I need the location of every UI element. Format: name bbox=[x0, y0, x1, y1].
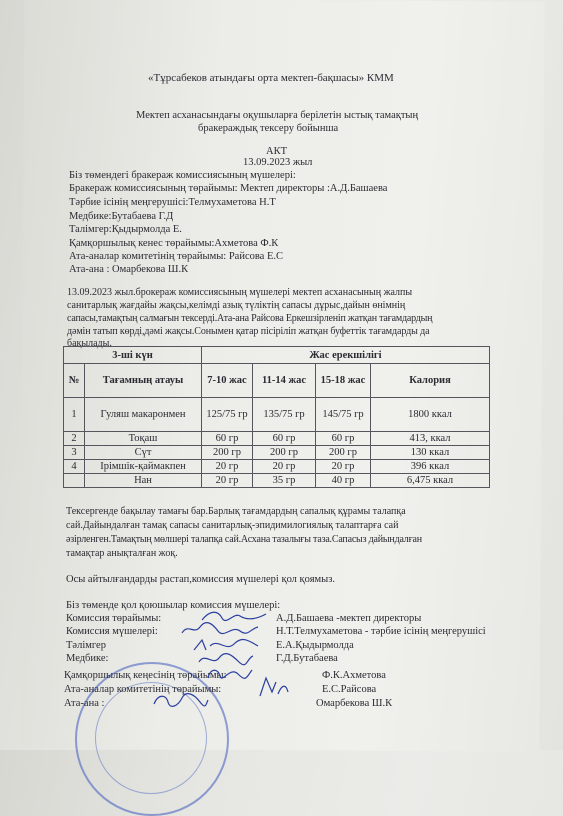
signer-name: Омарбекова Ш.К bbox=[316, 698, 393, 709]
signer-role: Қамқоршылық кеңесінің төрайымы: bbox=[64, 670, 227, 681]
conclusion-line: Тексергенде бақылау тамағы бар.Барлық тағамдардың сапалық құрамы талапқа bbox=[66, 506, 406, 517]
signature-parents-committee bbox=[256, 674, 290, 700]
commission-line: Тәрбие ісінің меңгерушісі:Телмухаметова Н.Т bbox=[69, 197, 276, 208]
cell-age-c: 200 гр bbox=[316, 446, 371, 460]
cell-age-c: 20 гр bbox=[316, 460, 371, 474]
subtitle-line-1: Мектеп асханасындағы оқушыларға берілетін ыстық тамақтың bbox=[136, 110, 419, 121]
commission-line: Ата-ана : Омарбекова Ш.К bbox=[69, 264, 189, 275]
commission-line: Медбике:Бутабаева Г.Д bbox=[69, 211, 174, 222]
cell-age-a: 125/75 гр bbox=[202, 398, 253, 432]
cell-calorie: 6,475 ккал bbox=[371, 474, 490, 488]
paragraph-line: санитарлық жағдайы жақсы,келімді азық түліктің сапасы дұрыс,дайын өнімнің bbox=[67, 300, 406, 311]
cell-age-b: 35 гр bbox=[253, 474, 316, 488]
signer-role: Комиссия мүшелері: bbox=[66, 626, 158, 637]
commission-line: Ата-аналар комитетінің төрайымы: Райсова Е.С bbox=[69, 251, 283, 262]
table-row bbox=[64, 460, 490, 474]
table-row bbox=[64, 398, 490, 432]
cell-name: Сүт bbox=[85, 446, 202, 460]
cell-name: Нан bbox=[85, 474, 202, 488]
cell-name: Тоқаш bbox=[85, 432, 202, 446]
commission-line: Қамқоршылық кенес төрайымы:Ахметова Ф.К bbox=[69, 238, 279, 249]
signers-intro: Біз төменде қол қоюшылар комиссия мүшелері: bbox=[66, 600, 281, 611]
col-calorie-header: Калория bbox=[371, 364, 490, 398]
cell-age-a: 200 гр bbox=[202, 446, 253, 460]
signer-name: А.Д.Башаева -мектеп директоры bbox=[276, 613, 422, 624]
commission-line: Талімгер:Қыдырмолда Е. bbox=[69, 224, 182, 235]
cell-age-a: 20 гр bbox=[202, 474, 253, 488]
day-header: 3-ші күн bbox=[64, 347, 202, 364]
signer-role: Ата-ана : bbox=[64, 698, 105, 709]
signer-role: Ата-аналар комитетінің төрайымы: bbox=[64, 684, 222, 695]
signature-parent bbox=[150, 690, 210, 710]
signer-name: Н.Т.Телмухаметова - тәрбие ісінің меңгерушісі bbox=[276, 626, 486, 637]
menu-table bbox=[63, 346, 490, 488]
subtitle-line-2: бракераждық тексеру бойынша bbox=[198, 123, 339, 134]
signer-role: Комиссия төрайымы: bbox=[66, 613, 162, 624]
conclusion-line: тамақтар анықталған жоқ. bbox=[66, 548, 178, 559]
commission-intro: Біз төмендегі бракераж комиссиясының мүшелері: bbox=[69, 170, 296, 181]
cell-no: 4 bbox=[64, 460, 85, 474]
cell-age-c: 40 гр bbox=[316, 474, 371, 488]
commission-line: Бракераж комиссиясының төрайымы: Мектеп директоры :А.Д.Башаева bbox=[69, 183, 388, 194]
table-row bbox=[64, 474, 490, 488]
cell-age-b: 60 гр bbox=[253, 432, 316, 446]
conclusion-line: әзірленген.Тамақтың мөлшері талапқа сай.Асхана тазалығы таза.Сапасыз дайындалған bbox=[66, 534, 422, 545]
col-age-11-14-header: 11-14 жас bbox=[253, 364, 316, 398]
col-no-header: № bbox=[64, 364, 85, 398]
cell-calorie: 130 ккал bbox=[371, 446, 490, 460]
conclusion-line: сай.Дайындалған тамақ сапасы санитарлық-эпидимилогиялық талаптарға сай bbox=[66, 520, 399, 531]
cell-calorie: 1800 ккал bbox=[371, 398, 490, 432]
signer-name: Е.А.Қыдырмолда bbox=[276, 640, 354, 651]
cell-age-a: 60 гр bbox=[202, 432, 253, 446]
act-date: 13.09.2023 жыл bbox=[243, 157, 313, 168]
table-row bbox=[64, 446, 490, 460]
signature-council bbox=[204, 664, 254, 682]
cell-age-c: 145/75 гр bbox=[316, 398, 371, 432]
cell-age-b: 135/75 гр bbox=[253, 398, 316, 432]
paragraph-line: 13.09.2023 жыл.брокераж комиссиясының мүшелері мектеп асханасының жалпы bbox=[67, 287, 413, 298]
table-row bbox=[64, 432, 490, 446]
col-age-7-10-header: 7-10 жас bbox=[202, 364, 253, 398]
signer-name: Ф.К.Ахметова bbox=[322, 670, 386, 681]
cell-calorie: 396 ккал bbox=[371, 460, 490, 474]
paragraph-line: сапасы,тамақтың салмағын тексерді.Ата-ана Райсова Еркешзірленіп жатқан тағамдардың bbox=[67, 313, 433, 324]
cell-no: 1 bbox=[64, 398, 85, 432]
confirm-line: Осы айтылғандарды растап,комиссия мүшелері қол қоямыз. bbox=[66, 574, 336, 585]
cell-age-b: 200 гр bbox=[253, 446, 316, 460]
col-name-header: Тағамның атауы bbox=[85, 364, 202, 398]
cell-no bbox=[64, 474, 85, 488]
cell-age-c: 60 гр bbox=[316, 432, 371, 446]
paragraph-line: бақылады. bbox=[67, 338, 112, 349]
paragraph-line: дәмін татып көрді,дәмі жақсы.Сонымен қатар пісіріліп жатқан буфеттік тағамдарды да bbox=[67, 326, 430, 337]
cell-name: Гуляш макаронмен bbox=[85, 398, 202, 432]
cell-calorie: 413, ккал bbox=[371, 432, 490, 446]
col-age-15-18-header: 15-18 жас bbox=[316, 364, 371, 398]
cell-age-a: 20 гр bbox=[202, 460, 253, 474]
age-header: Жас ерекшілігі bbox=[202, 347, 490, 364]
school-name: «Тұрсабеков атындағы орта мектеп-бақшасы» КММ bbox=[148, 72, 394, 84]
cell-no: 3 bbox=[64, 446, 85, 460]
cell-no: 2 bbox=[64, 432, 85, 446]
cell-age-b: 20 гр bbox=[253, 460, 316, 474]
signer-role: Тәлімгер bbox=[66, 640, 106, 651]
signer-role: Медбике: bbox=[66, 653, 109, 664]
act-title: АКТ bbox=[266, 146, 287, 157]
signer-name: Е.С.Райсова bbox=[322, 684, 377, 695]
signer-name: Г.Д.Бутабаева bbox=[276, 653, 338, 664]
cell-name: Ірімшік-қаймакпен bbox=[85, 460, 202, 474]
